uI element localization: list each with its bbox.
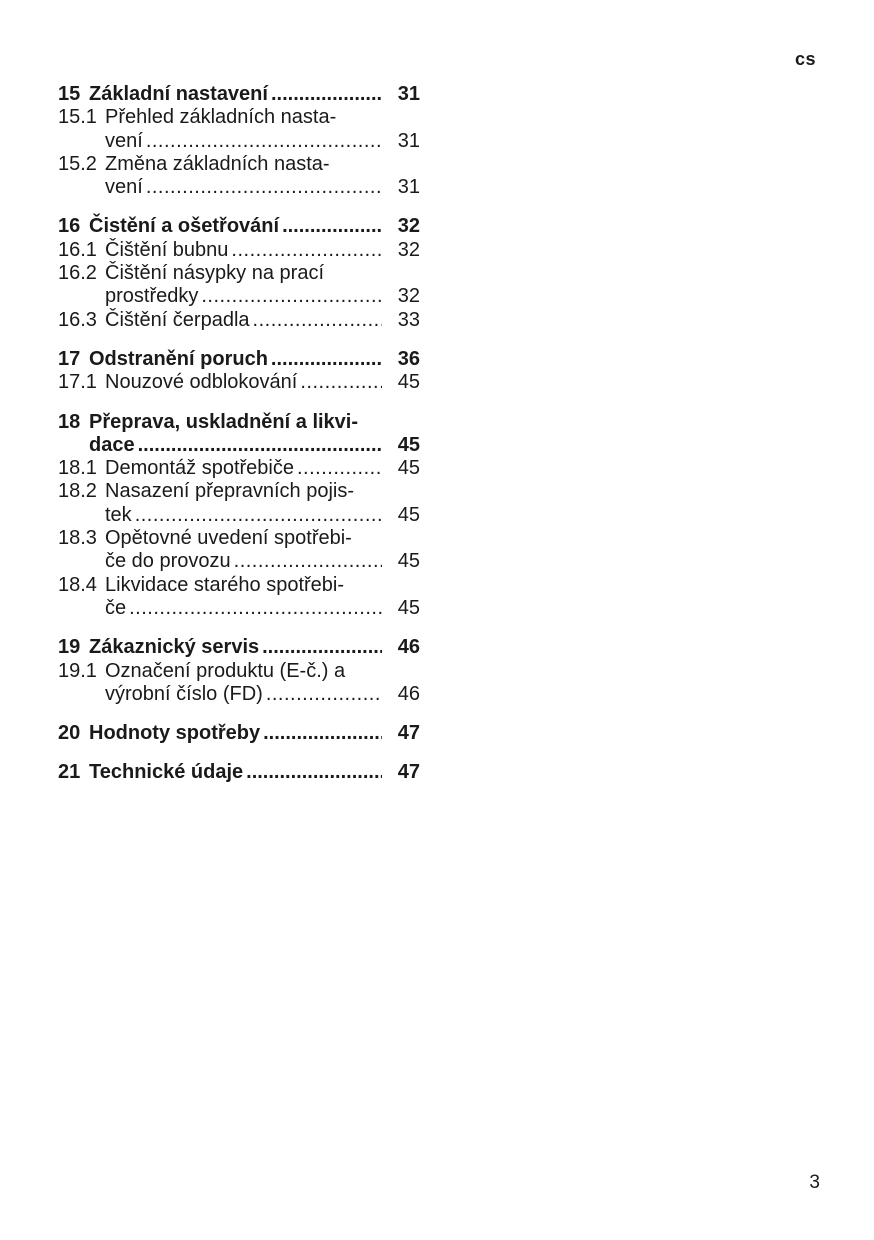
toc-entry-page: 45 bbox=[397, 596, 420, 619]
toc-entry-number: 18.2 bbox=[58, 480, 97, 503]
table-of-contents bbox=[58, 83, 420, 785]
dot-leader bbox=[234, 550, 382, 573]
toc-entry-title: Opětovné uvedení spotřebi- bbox=[105, 527, 352, 550]
toc-entry-title: če bbox=[105, 596, 127, 619]
dot-leader bbox=[282, 215, 382, 238]
toc-entry-title: Čištění násypky na prací bbox=[105, 262, 324, 285]
toc-entry-number: 15.1 bbox=[58, 106, 97, 129]
dot-leader bbox=[201, 285, 382, 308]
toc-entry-number: 19.1 bbox=[58, 659, 97, 682]
dot-leader bbox=[146, 130, 382, 153]
dot-leader bbox=[146, 176, 382, 199]
toc-section-entry[interactable] bbox=[58, 722, 420, 745]
toc-entry-number: 15.2 bbox=[58, 152, 97, 175]
toc-entry-title: Čištění čerpadla bbox=[105, 308, 250, 331]
toc-entry-title: výrobní číslo (FD) bbox=[105, 682, 263, 705]
toc-entry-title: Likvidace starého spotřebi- bbox=[105, 573, 345, 596]
toc-entry-number: 16.3 bbox=[58, 308, 97, 331]
toc-entry-title: vení bbox=[105, 129, 143, 152]
toc-subsection-entry[interactable] bbox=[58, 660, 420, 707]
toc-entry-title: vení bbox=[105, 176, 143, 199]
toc-entry-page: 47 bbox=[397, 722, 420, 745]
toc-entry-title: Demontáž spotřebiče bbox=[105, 457, 294, 480]
dot-leader bbox=[271, 83, 382, 106]
toc-entry-number: 17 bbox=[58, 347, 81, 370]
toc-entry-title: Čistění a ošetřování bbox=[89, 215, 280, 238]
toc-section-entry[interactable] bbox=[58, 411, 420, 458]
toc-entry-title: dace bbox=[89, 433, 135, 456]
toc-entry-page: 31 bbox=[397, 83, 420, 105]
toc-subsection-entry[interactable] bbox=[58, 239, 420, 262]
toc-entry-number: 16.2 bbox=[58, 262, 97, 285]
toc-entry-page: 32 bbox=[397, 285, 420, 308]
toc-entry-title: Nasazení přepravních pojis- bbox=[105, 480, 355, 503]
toc-entry-page: 32 bbox=[397, 215, 420, 238]
toc-entry-page: 47 bbox=[397, 761, 420, 784]
toc-subsection-entry[interactable] bbox=[58, 309, 420, 332]
toc-entry-page: 31 bbox=[397, 176, 420, 199]
toc-entry-title: prostředky bbox=[105, 285, 199, 308]
toc-entry-title: tek bbox=[105, 503, 132, 526]
toc-entry-page: 45 bbox=[397, 503, 420, 526]
toc-entry-title: Čištění bubnu bbox=[105, 238, 229, 261]
dot-leader bbox=[138, 434, 382, 457]
dot-leader bbox=[262, 636, 382, 659]
dot-leader bbox=[129, 597, 382, 620]
dot-leader bbox=[253, 309, 382, 332]
toc-entry-page: 33 bbox=[397, 308, 420, 331]
dot-leader bbox=[297, 457, 382, 480]
toc-entry-page: 46 bbox=[397, 636, 420, 659]
toc-subsection-entry[interactable] bbox=[58, 371, 420, 394]
toc-entry-title: Hodnoty spotřeby bbox=[89, 722, 261, 745]
toc-entry-number: 16 bbox=[58, 215, 81, 238]
toc-entry-title: Odstranění poruch bbox=[89, 347, 268, 370]
toc-subsection-entry[interactable] bbox=[58, 527, 420, 574]
toc-entry-number: 16.1 bbox=[58, 238, 97, 261]
dot-leader bbox=[266, 683, 382, 706]
toc-entry-page: 31 bbox=[397, 129, 420, 152]
toc-entry-title: Přehled základních nasta- bbox=[105, 106, 337, 129]
language-code: cs bbox=[794, 49, 816, 69]
toc-entry-number: 20 bbox=[58, 722, 81, 745]
toc-subsection-entry[interactable] bbox=[58, 153, 420, 200]
toc-entry-page: 45 bbox=[397, 550, 420, 573]
toc-entry-title: Přeprava, uskladnění a likvi- bbox=[89, 410, 359, 433]
toc-subsection-entry[interactable] bbox=[58, 480, 420, 527]
toc-entry-number: 18.4 bbox=[58, 573, 97, 596]
toc-entry-page: 32 bbox=[397, 238, 420, 261]
dot-leader bbox=[300, 371, 382, 394]
toc-subsection-entry[interactable] bbox=[58, 106, 420, 153]
toc-entry-number: 18 bbox=[58, 410, 81, 433]
toc-section-entry[interactable] bbox=[58, 636, 420, 659]
toc-entry-page: 46 bbox=[397, 682, 420, 705]
toc-section-entry[interactable] bbox=[58, 348, 420, 371]
toc-section-entry[interactable] bbox=[58, 761, 420, 784]
toc-subsection-entry[interactable] bbox=[58, 457, 420, 480]
toc-entry-number: 19 bbox=[58, 636, 81, 659]
toc-subsection-entry[interactable] bbox=[58, 262, 420, 309]
toc-entry-title: Označení produktu (E-č.) a bbox=[105, 659, 346, 682]
toc-entry-title: Nouzové odblokování bbox=[105, 371, 298, 394]
toc-entry-number: 17.1 bbox=[58, 371, 97, 394]
toc-entry-number: 18.3 bbox=[58, 527, 97, 550]
toc-section-entry[interactable] bbox=[58, 215, 420, 238]
dot-leader bbox=[246, 761, 382, 784]
toc-entry-number: 18.1 bbox=[58, 457, 97, 480]
toc-entry-page: 45 bbox=[397, 433, 420, 456]
toc-entry-title: Zákaznický servis bbox=[89, 636, 260, 659]
dot-leader bbox=[263, 722, 382, 745]
dot-leader bbox=[231, 239, 382, 262]
dot-leader bbox=[271, 348, 382, 371]
toc-entry-page: 36 bbox=[397, 347, 420, 370]
toc-entry-title: Základní nastavení bbox=[89, 83, 268, 105]
page-number: 3 bbox=[809, 1172, 820, 1193]
toc-subsection-entry[interactable] bbox=[58, 574, 420, 621]
toc-entry-page: 45 bbox=[397, 371, 420, 394]
toc-entry-title: Technické údaje bbox=[89, 761, 244, 784]
toc-entry-title: Změna základních nasta- bbox=[105, 152, 330, 175]
toc-entry-number: 21 bbox=[58, 761, 81, 784]
toc-entry-number: 15 bbox=[58, 83, 81, 105]
toc-section-entry[interactable] bbox=[58, 83, 420, 106]
toc-entry-title: če do provozu bbox=[105, 550, 231, 573]
toc-entry-page: 45 bbox=[397, 457, 420, 480]
dot-leader bbox=[135, 504, 382, 527]
